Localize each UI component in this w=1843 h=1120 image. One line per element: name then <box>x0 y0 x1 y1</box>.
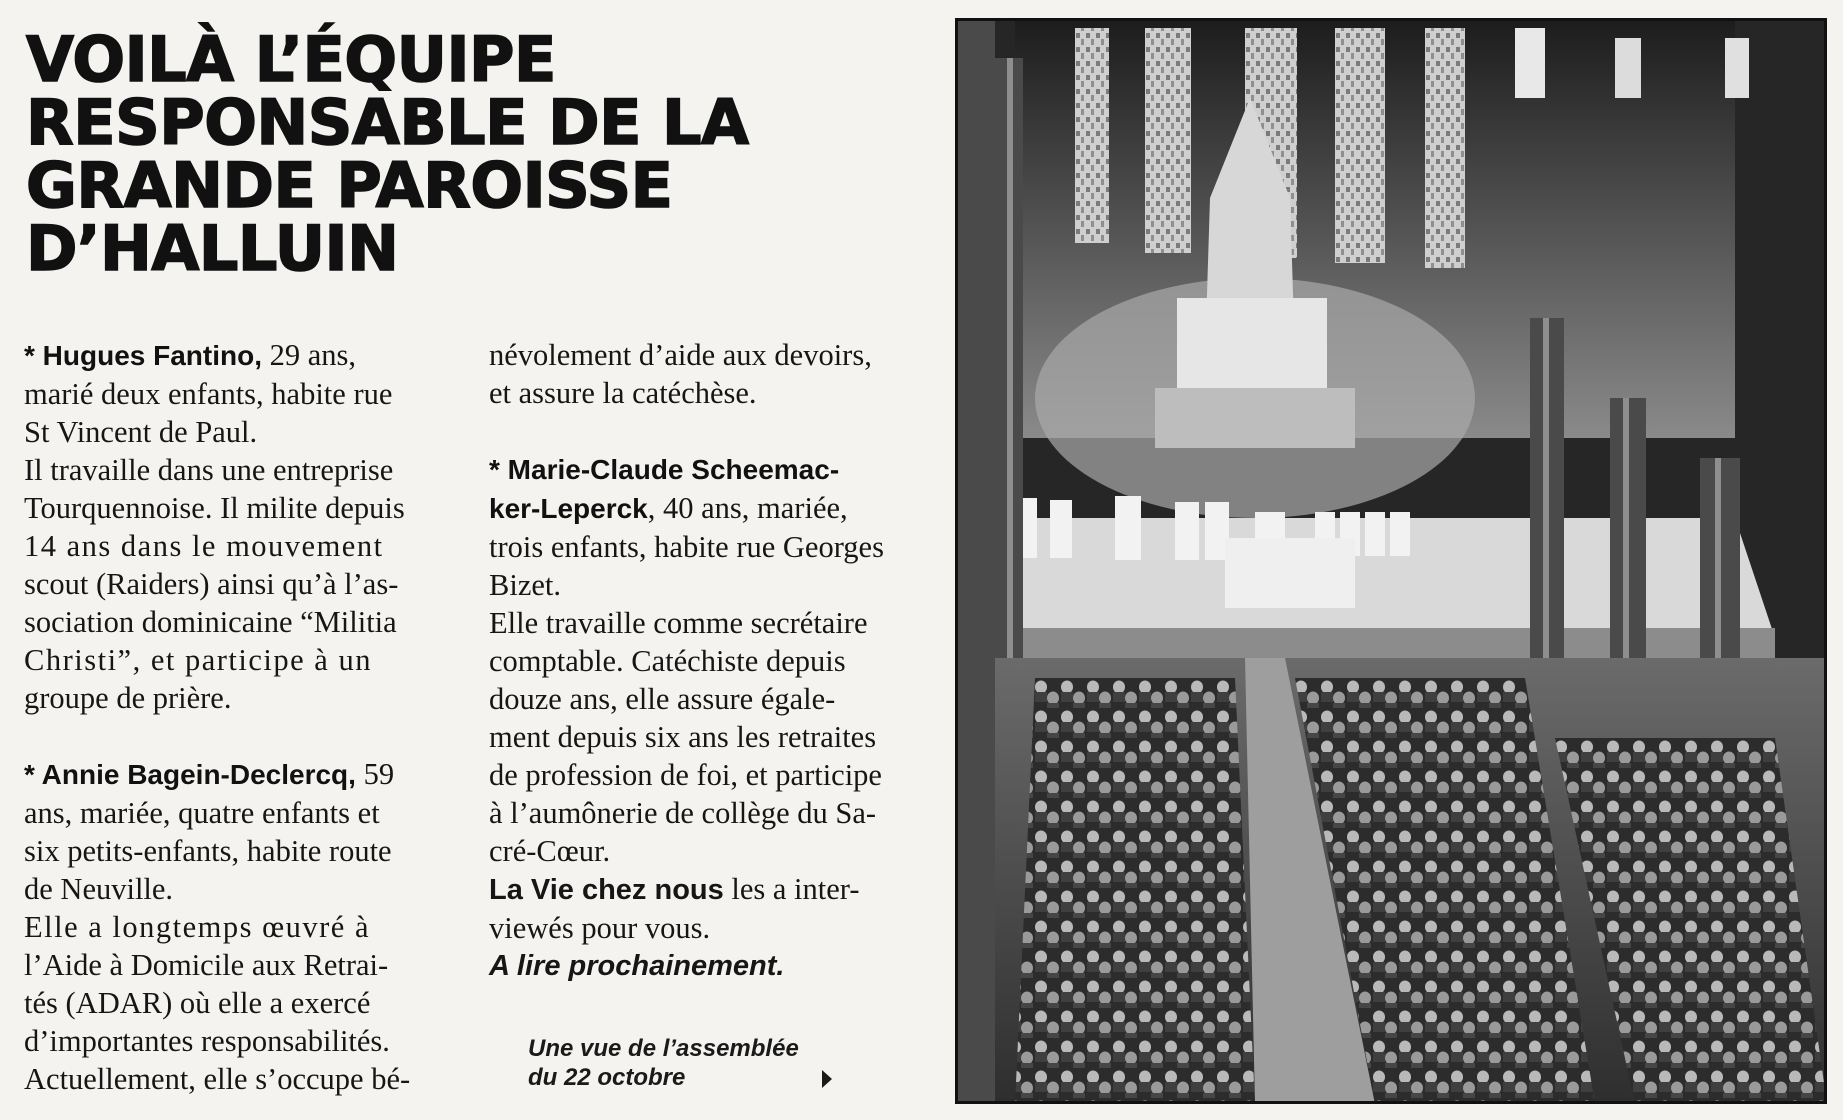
headline-line: D’HALLUIN <box>26 212 399 285</box>
text-line: cré-Cœur. <box>489 834 611 868</box>
text-line: groupe de prière. <box>24 681 232 715</box>
text-fragment: , 40 ans, mariée, <box>647 491 848 525</box>
text-line: de Neuville. <box>24 872 174 906</box>
text-line: six petits-enfants, habite route <box>24 834 392 868</box>
text-line <box>24 336 434 375</box>
text-line: de profession de foi, et participe <box>489 758 882 792</box>
text-line: 14 ans dans le mouvement <box>24 529 384 563</box>
headline-line: RESPONSABLE DE LA <box>26 86 749 159</box>
text-line: Tourquennoise. Il milite depuis <box>24 491 405 525</box>
caption-line: Une vue de l’assemblée <box>528 1035 799 1062</box>
church-interior-illustration <box>955 18 1827 1104</box>
headline-line: VOILÀ L’ÉQUIPE <box>26 23 556 96</box>
text-line: tés (ADAR) où elle a exercé <box>24 986 371 1020</box>
text-fragment: 29 ans, <box>262 338 357 372</box>
text-line: névolement d’aide aux devoirs, <box>489 338 872 372</box>
text-line: marié deux enfants, habite rue <box>24 377 393 411</box>
text-line <box>489 489 899 528</box>
caption-pointer-icon <box>822 1070 832 1088</box>
closing-tagline: A lire prochainement. <box>489 950 785 982</box>
text-line: ans, mariée, quatre enfants et <box>24 796 380 830</box>
text-line <box>24 755 434 794</box>
text-line: à l’aumônerie de collège du Sa- <box>489 796 877 830</box>
text-line: Il travaille dans une entreprise <box>24 453 394 487</box>
text-line: ment depuis six ans les retraites <box>489 720 877 754</box>
text-line: scout (Raiders) ainsi qu’à l’as- <box>24 567 399 601</box>
text-line: Christi”, et participe à un <box>24 643 372 677</box>
text-line: sociation dominicaine “Militia <box>24 605 397 639</box>
person-name: * Marie-Claude Scheemac- <box>489 454 840 485</box>
person-name: * Hugues Fantino, <box>24 340 262 371</box>
article-column-1 <box>24 336 434 1098</box>
text-line: trois enfants, habite rue Georges <box>489 530 884 564</box>
text-line: et assure la catéchèse. <box>489 376 757 410</box>
headline-line: GRANDE PAROISSE <box>26 149 673 222</box>
text-line: douze ans, elle assure égale- <box>489 682 836 716</box>
text-line: Elle travaille comme secrétaire <box>489 606 868 640</box>
church-photo <box>955 18 1827 1104</box>
text-line: d’importantes responsabilités. <box>24 1024 390 1058</box>
person-name: ker-Leperck <box>489 493 648 524</box>
text-line: comptable. Catéchiste depuis <box>489 644 846 678</box>
article-column-2 <box>489 336 899 985</box>
text-line: Elle a longtemps œuvré à <box>24 910 370 944</box>
text-line: Actuellement, elle s’occupe bé- <box>24 1062 411 1096</box>
caption-line: du 22 octobre <box>528 1064 686 1091</box>
magazine-name: La Vie chez nous <box>489 874 724 906</box>
text-fragment: 59 <box>355 757 395 791</box>
photo-caption <box>528 1034 848 1092</box>
text-line: viewés pour vous. <box>489 911 711 945</box>
text-fragment: les a inter- <box>723 872 860 906</box>
text-line: St Vincent de Paul. <box>24 415 258 449</box>
text-line: Bizet. <box>489 568 561 602</box>
text-line <box>489 450 899 489</box>
text-line <box>489 870 899 909</box>
person-name: * Annie Bagein-Declercq, <box>24 759 356 790</box>
headline <box>26 23 926 285</box>
text-line: l’Aide à Domicile aux Retrai- <box>24 948 389 982</box>
